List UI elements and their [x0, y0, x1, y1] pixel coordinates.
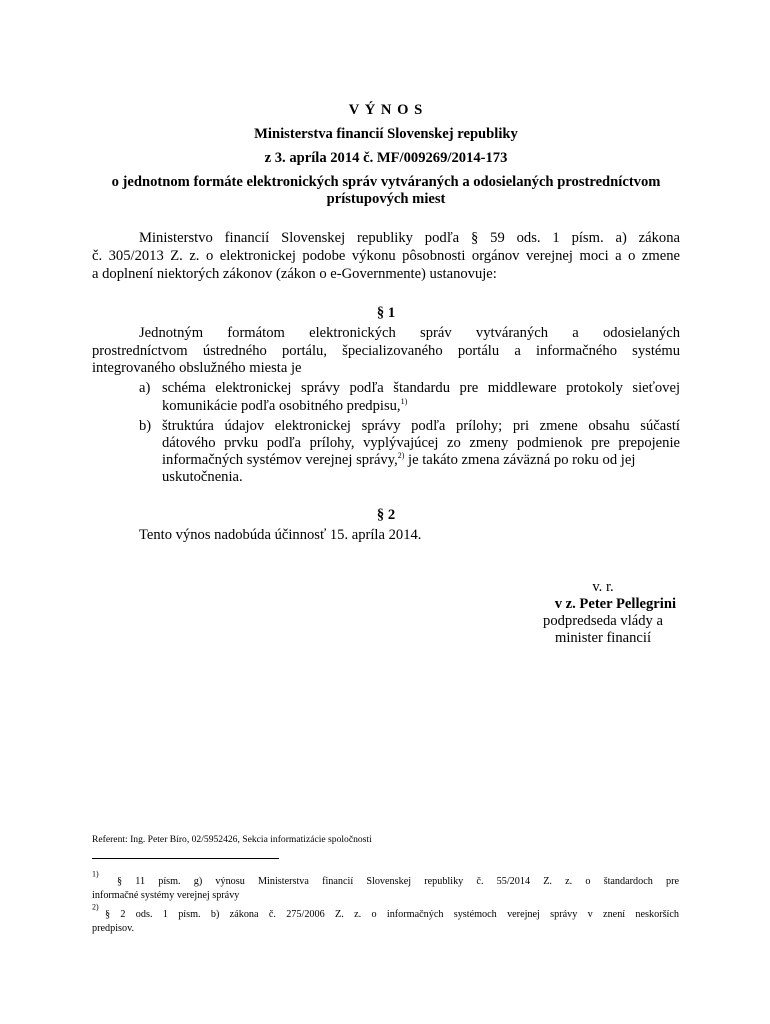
signature-role-2: minister financií	[554, 630, 652, 646]
footnote-2-mark: 2)	[92, 902, 99, 912]
section-2-heading: § 2	[376, 507, 396, 523]
item-a-marker: a)	[139, 380, 151, 396]
item-a-line-1: schéma elektronickej správy podľa štandardu pre middleware protokoly sieťovej	[162, 380, 680, 396]
subject-line-1: o jednotnom formáte elektronických správ vytváraných a odosielaných prostredníctvom	[111, 174, 661, 190]
section-1-line-1: Jednotným formátom elektronických správ vytváraných a odosielaných	[139, 325, 680, 341]
referent-line: Referent: Ing. Peter Bíro, 02/5952426, Sekcia informatizácie spoločnosti	[92, 834, 372, 845]
preamble-line-1: Ministerstvo financií Slovenskej republiky podľa § 59 ods. 1 písm. a) zákona	[139, 230, 680, 246]
footnote-1-line-1: § 11 písm. g) výnosu Ministerstva financií Slovenskej republiky č. 55/2014 Z. z. o štandardoch pre	[117, 876, 679, 887]
preamble-line-2: č. 305/2013 Z. z. o elektronickej podobe výkonu pôsobnosti orgánov verejnej moci a o zmene	[92, 248, 680, 264]
footnote-2-line-1: § 2 ods. 1 písm. b) zákona č. 275/2006 Z. z. o informačných systémoch verejnej správy v znení neskorších	[105, 909, 679, 920]
item-b-line-2: dátového prvku podľa prílohy, vyplývajúcej zo zmeny podmienok pre prepojenie	[162, 435, 680, 451]
item-a-line-2: komunikácie podľa osobitného predpisu,$^{1)}$	[162, 397, 408, 414]
footnote-1-mark: 1)	[92, 869, 99, 879]
date-reference-line: z 3. apríla 2014 č. MF/009269/2014-173	[264, 150, 508, 166]
signature-role-1: podpredseda vlády a	[543, 613, 663, 629]
footnote-1-line-2: informačné systémy verejnej správy	[92, 890, 240, 901]
footnote-ref-2: 2)	[397, 451, 405, 461]
section-1-line-3: integrovaného obslužného miesta je	[92, 360, 302, 376]
item-b-line-3: informačných systémov verejnej správy,$^{2)}$ je takáto zmena záväzná po roku od jej	[162, 451, 636, 468]
item-b-line-4: uskutočnenia.	[162, 469, 243, 485]
item-b-line-1: štruktúra údajov elektronickej správy podľa prílohy; pri zmene obsahu súčastí	[162, 418, 680, 434]
issuer-line: Ministerstva financií Slovenskej republiky	[254, 126, 518, 142]
footnote-ref-1: 1)	[400, 397, 408, 407]
section-1-line-2: prostredníctvom ústredného portálu, špecializovaného portálu a informačného systému	[92, 343, 680, 359]
section-1-heading: § 1	[376, 305, 396, 321]
document-title: V Ý N O S	[348, 102, 424, 118]
preamble-line-3: a doplnení niektorých zákonov (zákon o e-Governmente) ustanovuje:	[92, 266, 497, 282]
subject-line-2: prístupových miest	[326, 191, 446, 207]
footnote-separator	[92, 858, 279, 859]
section-2-text: Tento výnos nadobúda účinnosť 15. apríla 2014.	[139, 527, 422, 543]
footnote-2-line-2: predpisov.	[92, 923, 135, 934]
signature-name: v z. Peter Pellegrini	[554, 596, 676, 612]
item-b-marker: b)	[139, 418, 152, 434]
signature-vr: v. r.	[592, 579, 614, 595]
